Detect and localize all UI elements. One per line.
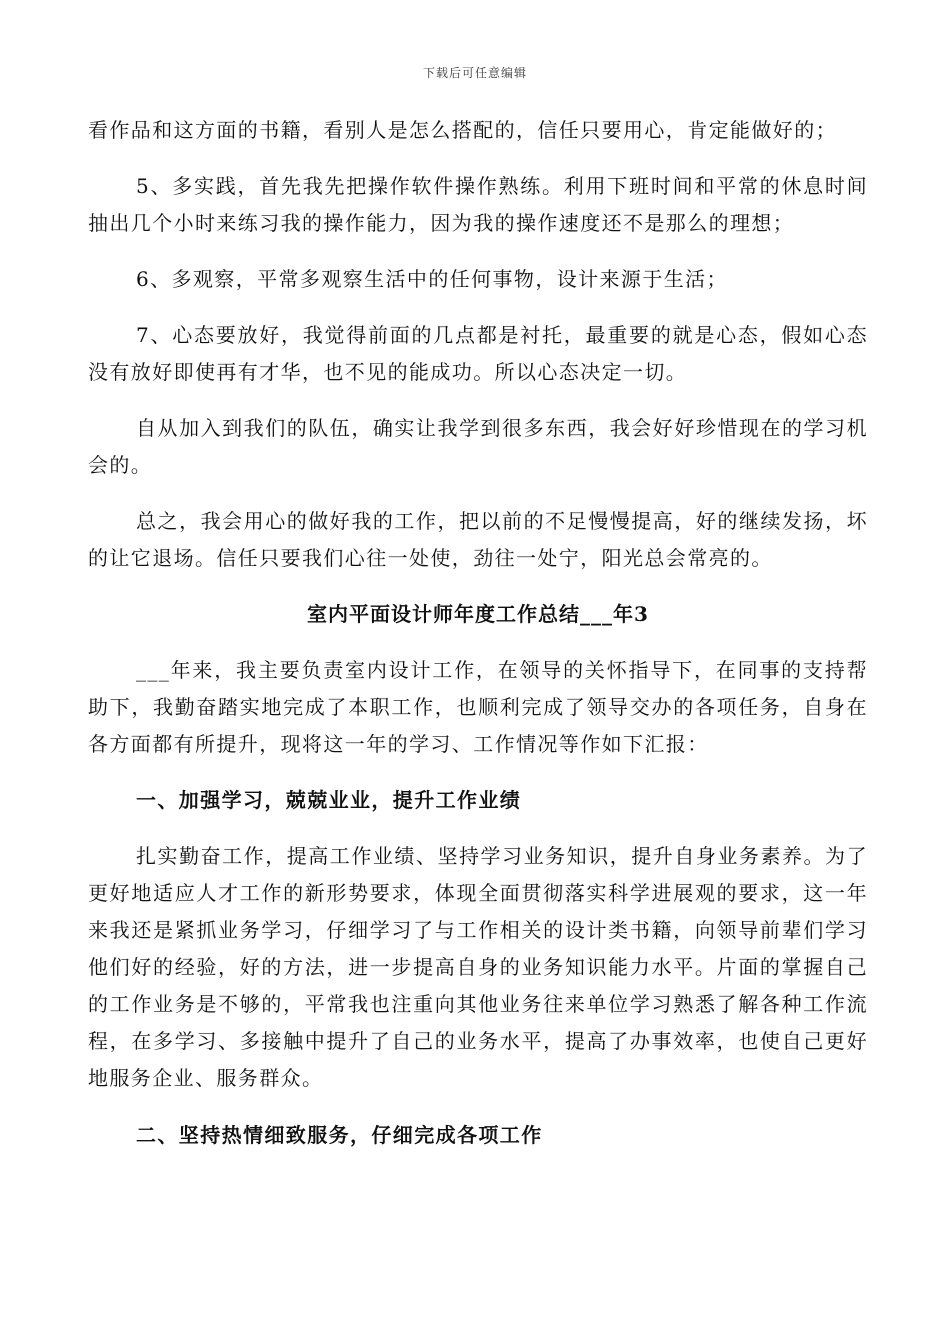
paragraph-conclusion: 总之，我会用心的做好我的工作，把以前的不足慢慢提高，好的继续发扬，坏的让它退场。信任只要我们心往一处使，劲往一处宁，阳光总会常亮的。 xyxy=(88,509,868,570)
paragraph-intro: ___年来，我主要负责室内设计工作，在领导的关怀指导下，在同事的支持帮助下，我勤奋踏实地完成了本职工作，也顺利完成了领导交办的各项任务，自身在各方面都有所提升，现将这一年的学习、工作情况等作如下汇报： xyxy=(88,658,868,756)
section-title: 室内平面设计师年度工作总结___年3 xyxy=(307,602,649,626)
page-header: 下载后可任意编辑 xyxy=(422,66,527,80)
paragraph-continuation: 看作品和这方面的书籍，看别人是怎么搭配的，信任只要用心，肯定能做好的； xyxy=(88,118,837,142)
paragraph-team: 自从加入到我们的队伍，确实让我学到很多东西，我会好好珍惜现在的学习机会的。 xyxy=(88,416,868,477)
section-heading-2: 二、坚持热情细致服务，仔细完成各项工作 xyxy=(136,1123,543,1147)
section-heading-1: 一、加强学习，兢兢业业，提升工作业绩 xyxy=(136,788,522,812)
document-body xyxy=(88,112,868,1154)
paragraph-item-6: 6、多观察，平常多观察生活中的任何事物，设计来源于生活； xyxy=(136,267,728,291)
paragraph-section-1-body: 扎实勤奋工作，提高工作业绩、坚持学习业务知识，提升自身业务素养。为了更好地适应人才工作的新形势要求，体现全面贯彻落实科学进展观的要求，这一年来我还是紧抓业务学习，仔细学习了与工作相关的设计类书籍，向领导前辈们学习他们好的经验，好的方法，进一步提高自身的业务知识能力水平。片面的掌握自己的工作业务是不够的，平常我也注重向其他业务往来单位学习熟悉了解各种工作流程，在多学习、多接触中提升了自己的业务水平，提高了办事效率，也使自己更好地服务企业、服务群众。 xyxy=(88,844,868,1090)
paragraph-item-7: 7、心态要放好，我觉得前面的几点都是衬托，最重要的就是心态，假如心态没有放好即使再有才华，也不见的能成功。所以心态决定一切。 xyxy=(88,323,868,384)
paragraph-item-5: 5、多实践，首先我先把操作软件操作熟练。利用下班时间和平常的休息时间抽出几个小时来练习我的操作能力，因为我的操作速度还不是那么的理想； xyxy=(88,174,868,235)
